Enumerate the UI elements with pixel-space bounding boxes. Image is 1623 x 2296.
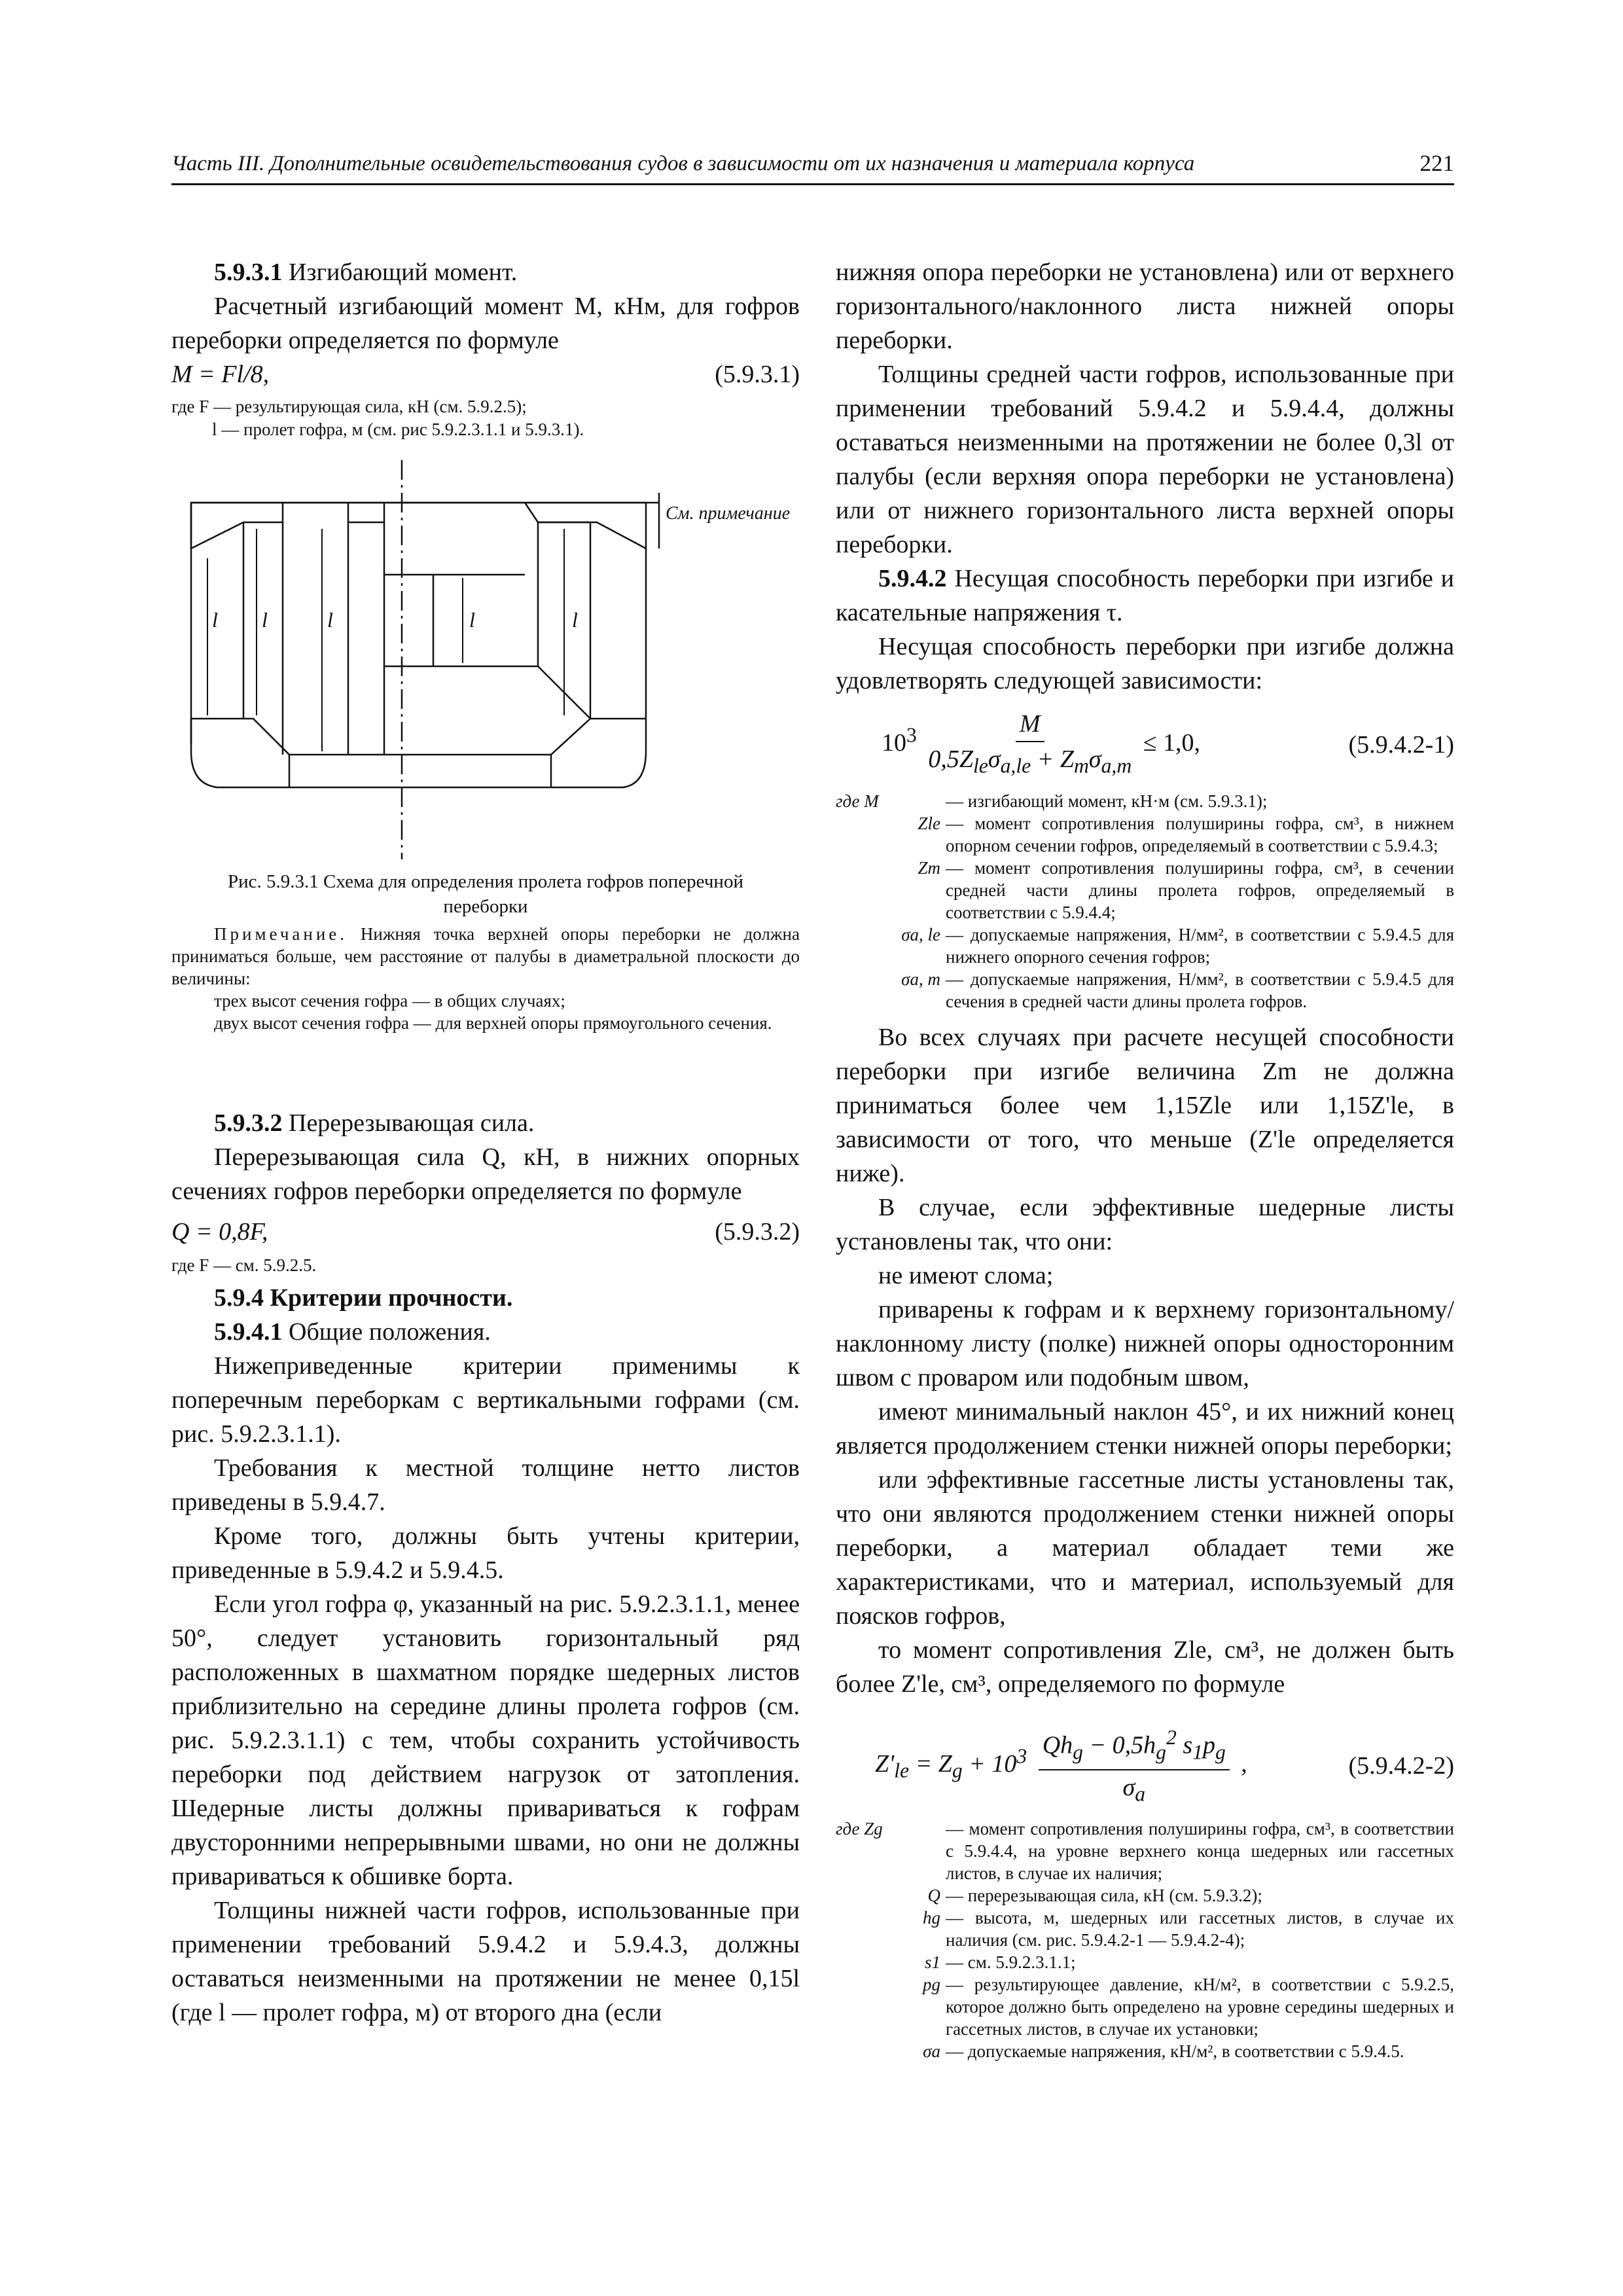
formula-where-list-2: где Zg — момент сопротивления полуширины гофра, см³, в соответствии с 5.9.4.4, на уровне верхнего конца шедерных или гассетных листов, в случае их наличия; Q — перерезывающая сила, кН (см. 5.9.3.2); hg — высота, м, шедерных или гассетных листов, в случае их наличия (см. рис. 5.9.4.2-1 — 5.9.4.2-4); s1 — см. 5.9.2.3.1.1; pg — результирующее давление, кН/м², в соответствии с 5.9.2.5, которое должно быть определено на уровне середины шедерных и гассетных листов, в случае их установки; σa — допускаемые напряжения, кН/м², в соответствии с 5.9.4.5. [836,1819,1454,2062]
formula-where-list-1: где M — изгибающий момент, кН·м (см. 5.9.3.1); Zle — момент сопротивления полуширины гофра, см³, в нижнем опорном сечении гофров, определяемый в соответствии с 5.9.4.3; Zm — момент сопротивления полуширины гофра, см³, в сечении средней части длины пролета гофров, определяемый в соответствии с 5.9.4.4; σa, le — допускаемые напряжения, Н/мм², в соответствии с 5.9.4.5 для нижнего опорного сечения гофров; σa, m — допускаемые напряжения, Н/мм², в соответствии с 5.9.4.5 для сечения в средней части длины пролета гофров. [836,791,1454,1011]
paragraph: или эффективные гассетные листы установлены так, что они являются продолжением стенки нижней опоры переборки, а материал обладает теми же характеристиками, что и материал, используемый для поясков гофров, [836,1465,1454,1630]
figure-note-label: См. примечание [666,503,791,524]
running-header-title: Часть III. Дополнительные освидетельствования судов в зависимости от их назначения и материала корпуса [171,152,1195,175]
svg-text:l: l [327,608,333,632]
paragraph: то момент сопротивления Zle, см³, не должен быть более Z'le, см³, определяемого по формуле [836,1636,1454,1698]
paragraph: не имеют слома; [878,1261,1054,1289]
paragraph: Расчетный изгибающий момент M, кНм, для гофров переборки определяется по формуле [171,293,800,354]
paragraph: Толщины средней части гофров, использованные при применении требований 5.9.4.2 и 5.9.4.4, должны оставаться неизменными на протяжении не более 0,3l от палубы (если верхняя опора переборки не установлена) или от нижнего горизонтального листа верхней опоры переборки. [836,361,1454,558]
section-heading-5-9-4: 5.9.4 Критерии прочности. [214,1284,513,1312]
section-heading-5-9-4-2: 5.9.4.2 Несущая способность переборки при изгибе и касательные напряжения τ. [836,565,1454,626]
section-heading-5-9-3-1: 5.9.3.1 Изгибающий момент. [214,259,518,286]
paragraph: имеют минимальный наклон 45°, и их нижний конец является продолжением стенки нижней опоры переборки; [836,1397,1454,1460]
figure-caption: Рис. 5.9.3.1 Схема для определения пролета гофров поперечной переборки [228,871,743,917]
formula-5-9-3-1: M = Fl/8, (5.9.3.1) [171,361,800,388]
figure-note-item: трех высот сечения гофра — в общих случаях; [214,991,565,1011]
bulkhead-span-diagram [171,457,800,863]
paragraph: нижняя опора переборки не установлена) или от верхнего горизонтального/наклонного листа нижней опоры переборки. [836,259,1454,354]
formula-where: где F — результирующая сила, кН (см. 5.9.2.5); l — пролет гофра, м (см. рис 5.9.2.3.1.1 и 5.9.3.1). [171,397,584,439]
svg-text:l: l [212,608,218,632]
svg-text:l: l [262,608,268,632]
svg-text:l: l [572,608,578,632]
formula-where: где F — см. 5.9.2.5. [171,1255,317,1275]
svg-text:l: l [469,608,475,632]
right-column [836,255,1454,2062]
running-header [171,149,1454,185]
formula-5-9-4-2-1: $10^3$ $\frac{M}{0,5Z_{le}\sigma_{a,le} + Z_m\sigma_{a,m}}$ ≤ 1,0, (5.9.4.2-1) [836,707,1454,783]
paragraph: приварены к гофрам и к верхнему горизонтальному/наклонному листу (полке) нижней опоры односторонним швом с проваром или подобным швом, [836,1295,1454,1391]
paragraph: В случае, если эффективные шедерные листы установлены так, что они: [836,1193,1454,1255]
paragraph: Во всех случаях при расчете несущей способности переборки при изгибе величина Zm не должна приниматься более чем 1,15Zle или 1,15Z'le, в зависимости от того, что меньше (Z'le определяется ниже). [836,1023,1454,1187]
formula-5-9-4-2-2: $Z'_{le} = Z_g + 10^3$ $\frac{Qh_g - 0,5h_g^2 s_1p_g}{\sigma_a}$ , (5.9.4.2-2) [836,1721,1454,1812]
section-heading-5-9-3-2: 5.9.3.2 Перерезывающая сила. [214,1109,535,1137]
paragraph: Кроме того, должны быть учтены критерии, приведенные в 5.9.4.2 и 5.9.4.5. [171,1522,800,1584]
paragraph: Требования к местной толщине нетто листов приведены в 5.9.4.7. [171,1454,800,1516]
page-number: 221 [1419,151,1454,176]
paragraph: Несущая способность переборки при изгибе должна удовлетворять следующей зависимости: [836,633,1454,694]
paragraph: Перерезывающая сила Q, кН, в нижних опорных сечениях гофров переборки определяется по формуле [171,1143,800,1205]
figure-note: Примечание. Нижняя точка верхней опоры переборки не должна приниматься больше, чем расстояние от палубы в диаметральной плоскости до величины: [171,924,800,988]
paragraph: Нижеприведенные критерии применимы к поперечным переборкам с вертикальными гофрами (см. рис. 5.9.2.3.1.1). [171,1352,800,1448]
left-column [171,255,800,2030]
figure-note-item: двух высот сечения гофра — для верхней опоры прямоугольного сечения. [214,1013,772,1033]
paragraph: Толщины нижней части гофров, использованные при применении требований 5.9.4.2 и 5.9.4.3, должны оставаться неизменными на протяжении не менее 0,15l (где l — пролет гофра, м) от второго дна (если [171,1897,800,2026]
section-heading-5-9-4-1: 5.9.4.1 Общие положения. [214,1318,491,1346]
paragraph: Если угол гофра φ, указанный на рис. 5.9.2.3.1.1, менее 50°, следует установить горизонтальный ряд расположенных в шахматном порядке шедерных листов приблизительно на середине длины пролета гофров (см. рис. 5.9.2.3.1.1) с тем, чтобы сохранить устойчивость переборки под действием нагрузок от затопления. Шедерные листы должны привариваться к гофрам двусторонними непрерывными швами, но они не должны привариваться к обшивке борта. [171,1590,800,1890]
formula-5-9-3-2: Q = 0,8F, (5.9.3.2) [171,1218,800,1246]
